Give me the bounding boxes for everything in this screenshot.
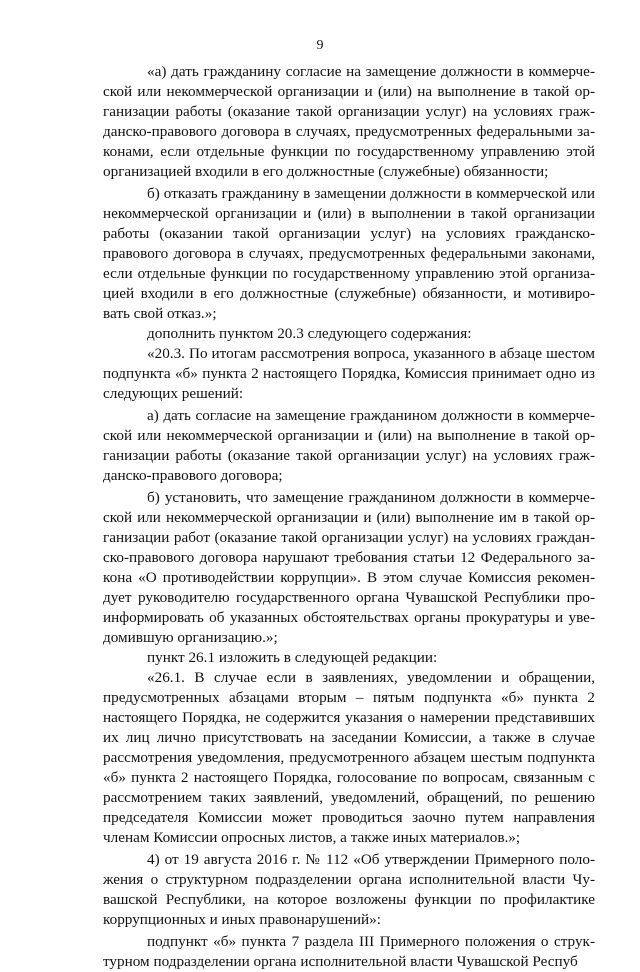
paragraph-subpoint-b-point-7: подпункт «б» пункта 7 раздела III Примерного положения о структурном подразделении органа исполнительной власти Чувашской Респуб xyxy=(103,933,595,970)
paragraph-subpoint-a-consent: «а) дать гражданину согласие на замещение должности в коммерческой или некоммерческой организации и (или) на выполнение в такой организации работы (оказание такой организации услуг) на условиях гражданско-правового договора в случаях, предусмотренных федеральными законами, если отдельные функции по государственному управлению этой организацией входили в его должностные (служебные) обязанности; xyxy=(103,63,595,180)
paragraph-decision-a: а) дать согласие на замещение гражданином должности в коммерческой или некоммерческой организации и (или) на выполнение в такой организации работы (оказание такой организации услуг) на условиях гражданско-правового договора; xyxy=(103,407,595,484)
paragraph-add-point-20-3: дополнить пунктом 20.3 следующего содержания: xyxy=(147,325,472,342)
paragraph-item-4: 4) от 19 августа 2016 г. № 112 «Об утверждении Примерного положения о структурном подразделении органа исполнительной власти Чувашской Республики, на которое возложены функции по профилактике коррупционных и иных правонарушений»: xyxy=(103,851,595,928)
paragraph-point-26-1: «26.1. В случае если в заявлениях, уведомлении и обращении, предусмотренных абзацами вторым – пятым подпункта «б» пункта 2 настоящего Порядка, не содержится указания о намерении представивших их лиц лично присутствовать на заседании Комиссии, а также в случае рассмотрения уведомления, предусмотренного абзацем шестым подпункта «б» пункта 2 настоящего Порядка, голосование по вопросам, связанным с рассмотрением таких заявлений, уведомлений, обращений, по решению председателя Комиссии может проводиться заочно путем направления членам Комиссии опросных листов, а также иных материалов.»; xyxy=(103,669,595,846)
paragraph-subpoint-b-refusal: б) отказать гражданину в замещении должности в коммерческой или некоммерческой организации и (или) в выполнении в такой организации работы (оказании такой организации услуг) на условиях гражданско-правового договора в случаях, предусмотренных федеральными законами, если отдельные функции по государственному управлению этой организацией входили в его должностные (служебные) обязанности, и мотивировать свой отказ.»; xyxy=(103,185,595,322)
paragraph-decision-b: б) установить, что замещение гражданином должности в коммерческой или некоммерческой организации и (или) выполнение им в такой организации работ (оказание такой организации услуг) на условиях гражданско-правового договора нарушают требования статьи 12 Федерального закона «О противодействии коррупции». В этом случае Комиссия рекомендует руководителю государственного органа Чувашской Республики проинформировать об указанных обстоятельствах органы прокуратуры и уведомившую организацию.»; xyxy=(103,489,595,646)
page-number: 9 xyxy=(316,38,324,53)
paragraph-point-26-1-intro: пункт 26.1 изложить в следующей редакции: xyxy=(147,649,438,666)
document-body xyxy=(103,62,595,972)
paragraph-point-20-3: «20.3. По итогам рассмотрения вопроса, указанного в абзаце шестом подпункта «б» пункта 2 настоящего Порядка, Комиссия принимает одно из следующих решений: xyxy=(103,345,595,402)
